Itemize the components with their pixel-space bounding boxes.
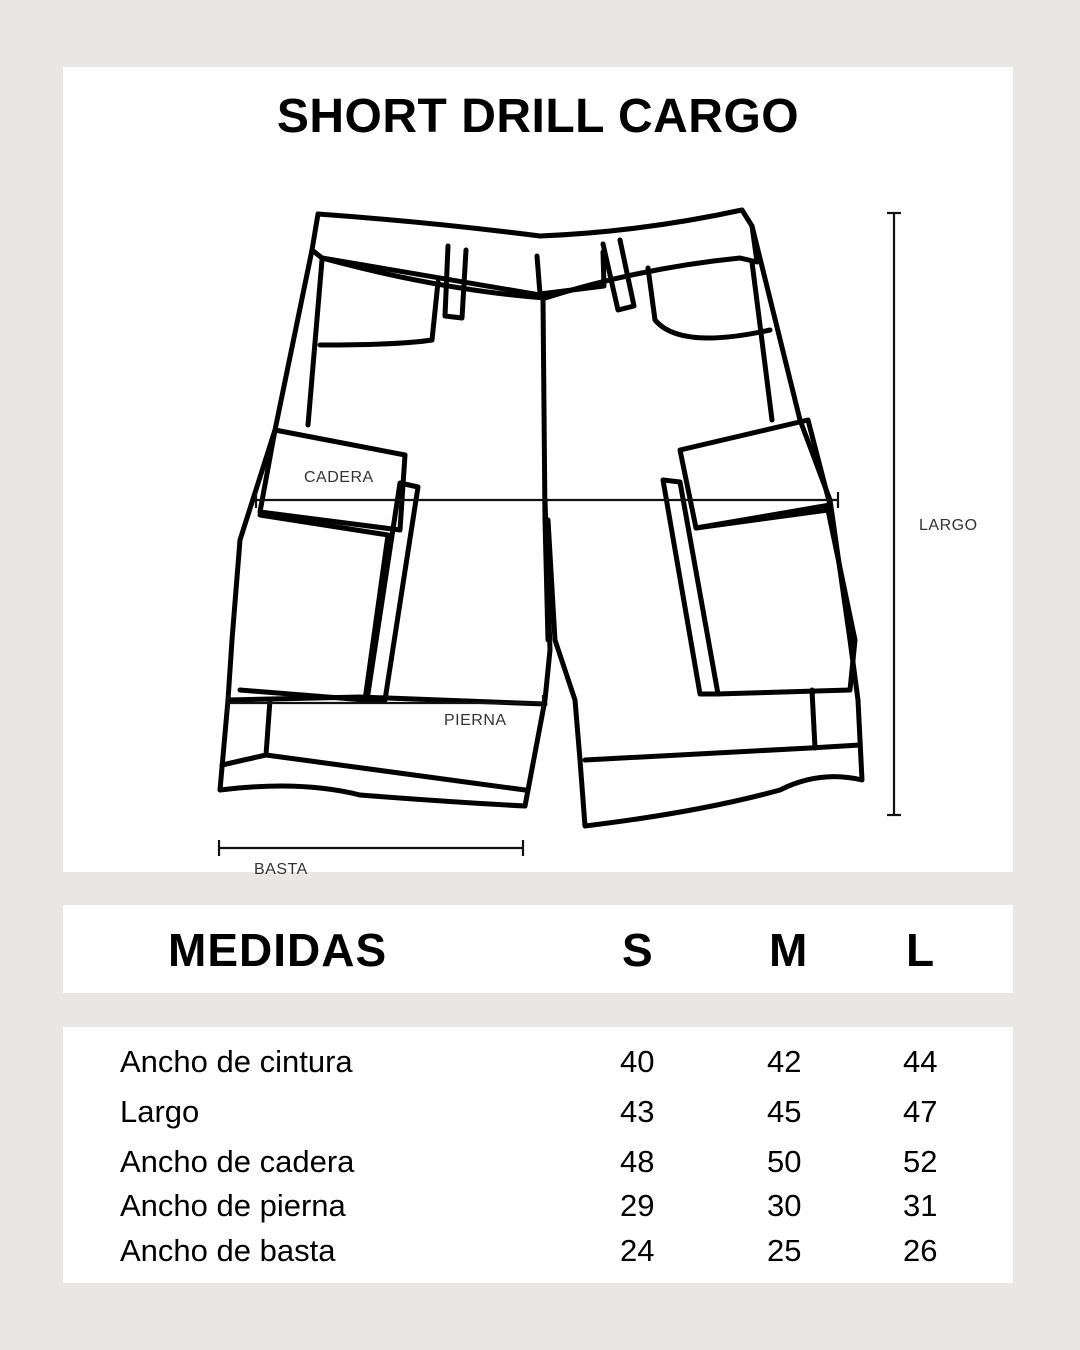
value-m: 42 [767,1044,802,1079]
value-m: 30 [767,1188,802,1223]
shorts-illustration [63,67,1013,872]
size-table-header [63,905,1013,993]
value-l: 44 [903,1044,938,1079]
size-s-heading: S [622,924,654,976]
value-m: 50 [767,1144,802,1179]
row-label: Ancho de cintura [120,1044,353,1079]
garment-diagram-panel [63,67,1013,878]
cadera-label: CADERA [304,469,374,486]
value-m: 45 [767,1094,802,1129]
table-row [63,1094,1013,1138]
table-row [63,1233,1013,1277]
row-label: Ancho de pierna [120,1188,346,1223]
largo-label: LARGO [919,517,978,534]
value-l: 52 [903,1144,938,1179]
value-s: 29 [620,1188,655,1223]
value-l: 47 [903,1094,938,1129]
value-s: 24 [620,1233,655,1268]
value-s: 43 [620,1094,655,1129]
value-s: 40 [620,1044,655,1079]
value-l: 31 [903,1188,938,1223]
value-l: 26 [903,1233,938,1268]
size-l-heading: L [906,924,936,976]
pierna-label: PIERNA [444,712,507,729]
table-row [63,1144,1013,1188]
table-row [63,1188,1013,1232]
medidas-heading: MEDIDAS [168,924,388,976]
product-title: SHORT DRILL CARGO [276,90,800,143]
table-row [63,1044,1013,1088]
size-table-body [63,1027,1013,1283]
row-label: Largo [120,1094,200,1129]
value-m: 25 [767,1233,802,1268]
row-label: Ancho de basta [120,1233,336,1268]
size-m-heading: M [769,924,809,976]
row-label: Ancho de cadera [120,1144,355,1179]
basta-label: BASTA [254,861,308,878]
value-s: 48 [620,1144,655,1179]
